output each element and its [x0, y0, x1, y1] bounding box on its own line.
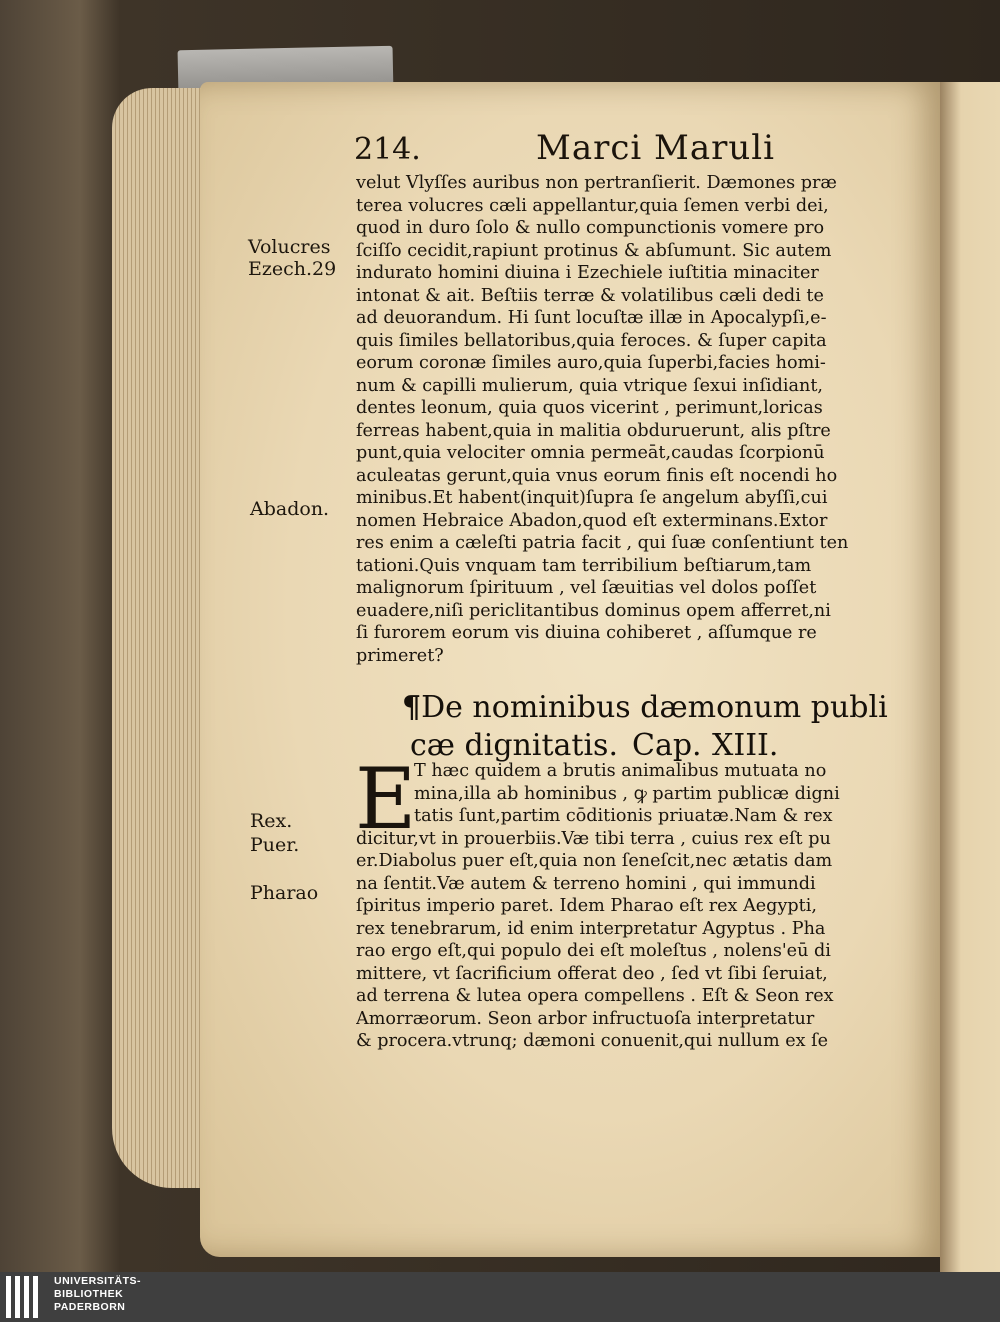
text-line: ad deuorandum. Hi ſunt locuſtæ illæ in Apocalypſi,e-	[356, 308, 827, 328]
text-line: dicitur,vt in prouerbiis.Væ tibi terra , cuius rex eſt pu	[356, 828, 831, 849]
chapter-title	[402, 688, 888, 728]
text-line: & procera.vtrunq; dæmoni conuenit,qui nullum ex ſe	[356, 1031, 829, 1051]
text-line: quis ſimiles bellatoribus,quia feroces. & ſuper capita	[356, 330, 827, 351]
text-line: malignorum ſpirituum , vel ſæuitias vel dolos poſſet	[356, 578, 817, 598]
running-head: Marci Maruli	[536, 128, 776, 168]
text-line: eorum coronæ ſimiles auro,quia ſuperbi,facies homi-	[356, 353, 826, 373]
margin-note-abadon: Abadon.	[250, 498, 330, 520]
text-line: dentes leonum, quia quos vicerint , perimunt,loricas	[356, 398, 823, 418]
margin-note-rex: Rex.	[250, 810, 293, 832]
text-line: minibus.Et habent(inquit)ſupra ſe angelum abyſſi,cui	[356, 488, 828, 508]
drop-cap: E	[355, 750, 417, 848]
library-logo-icon	[6, 1276, 46, 1318]
text-line: euadere,niſi periclitantibus dominus opem afferret,ni	[356, 600, 831, 621]
chapter-label: Cap.	[632, 728, 702, 763]
library-name-line3: PADERBORN	[54, 1301, 126, 1313]
margin-note-volucres: Volucres	[248, 236, 331, 258]
text-line: ſciſſo cecidit,rapiunt protinus & abſumunt. Sic autem	[356, 240, 832, 261]
text-line: ſpiritus imperio paret. Idem Pharao eſt rex Aegypti,	[356, 896, 817, 916]
text-line: ſi furorem eorum vis diuina cohiberet , aſſumque re	[356, 623, 817, 643]
margin-note-pharao: Pharao	[250, 882, 319, 904]
page-number: 214.	[354, 132, 421, 167]
text-line: ad terrena & lutea opera compellens . Eſt & Seon rex	[356, 986, 834, 1006]
library-name-line1: UNIVERSITÄTS-	[54, 1275, 142, 1287]
pilcrow-icon: ¶	[402, 690, 422, 725]
text-line: punt,quia velociter omnia permeāt,caudas ſcorpionū	[356, 443, 825, 463]
library-footer	[0, 1272, 1000, 1322]
text-line: terea volucres cæli appellantur,quia ſemen verbi dei,	[356, 195, 829, 216]
chapter-number: XIII.	[712, 728, 779, 763]
facing-page-edge	[940, 82, 1000, 1272]
text-line: rex tenebrarum, id enim interpretatur Agyptus . Pha	[356, 918, 826, 939]
text-line: res enim a cæleſti patria facit , qui ſuæ conſentiunt ten	[356, 533, 849, 553]
text-line: quod in duro ſolo & nullo compunctionis vomere pro	[356, 218, 825, 238]
text-line: T hæc quidem a brutis animalibus mutuata no	[414, 761, 827, 781]
margin-note-ezech: Ezech.29	[248, 258, 337, 280]
library-name	[54, 1275, 141, 1314]
text-line: rao ergo eſt,qui populo dei eſt moleſtus , nolens'eū di	[356, 941, 831, 961]
margin-note-puer: Puer.	[250, 834, 300, 856]
text-line: intonat & ait. Beſtiis terræ & volatilibus cæli dedi te	[356, 285, 824, 306]
text-line: mina,illa ab hominibus , ꝙ partim publicæ digni	[414, 783, 840, 804]
text-line: velut Vlyſſes auribus non pertranſierit. Dæmones præ	[356, 173, 837, 193]
chapter-title-line1: De nominibus dæmonum publi	[421, 690, 888, 725]
text-line: ferreas habent,quia in malitia obduruerunt, alis pſtre	[356, 420, 831, 441]
text-line: aculeatas gerunt,quia vnus eorum finis eſt nocendi ho	[356, 465, 838, 486]
text-line: nomen Hebraice Abadon,quod eſt exterminans.Extor	[356, 510, 828, 531]
text-line: na ſentit.Væ autem & terreno homini , qui immundi	[356, 873, 816, 894]
text-line: tationi.Quis vnquam tam terribilium beſtiarum,tam	[356, 555, 812, 576]
text-line: er.Diabolus puer eſt,quia non ſeneſcit,nec ætatis dam	[356, 851, 833, 871]
body-text	[356, 172, 884, 667]
text-line: tatis ſunt,partim cōditionis priuatæ.Nam & rex	[414, 806, 833, 826]
page-header	[354, 124, 874, 174]
text-line: indurato homini diuina i Ezechiele iuſtitia minaciter	[356, 263, 819, 283]
chapter-title-line2: cæ dignitatis.	[410, 728, 618, 763]
text-line: Amorræorum. Seon arbor infructuoſa interpretatur	[356, 1008, 815, 1029]
text-line: mittere, vt ſacrificium offerat deo , ſed vt ſibi ſeruiat,	[356, 963, 828, 984]
text-line: primeret?	[356, 645, 444, 666]
chapter-text	[356, 760, 884, 1053]
library-name-line2: BIBLIOTHEK	[54, 1288, 124, 1300]
text-line: num & capilli mulierum, quia vtrique ſexui inſidiant,	[356, 375, 823, 396]
